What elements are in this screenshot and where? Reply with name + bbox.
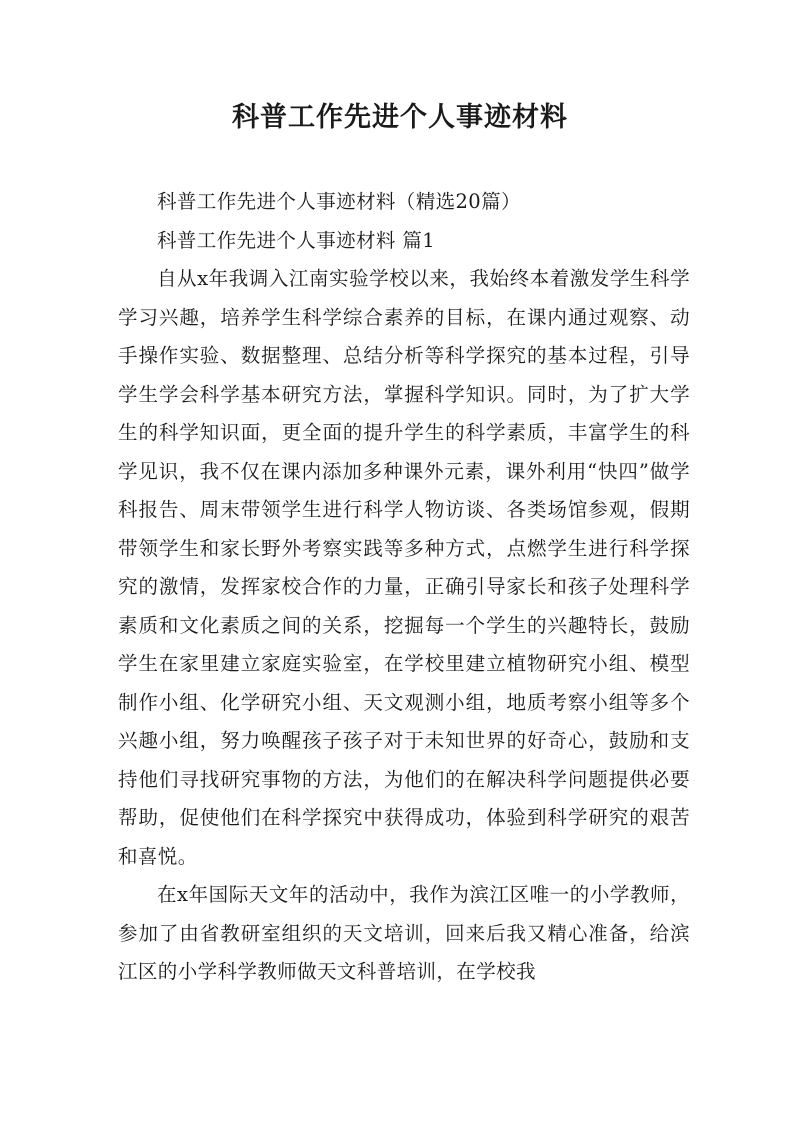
body-paragraph: 在x年国际天文年的活动中，我作为滨江区唯一的小学教师，参加了由省教研室组织的天文培训，回来后我又精心准备，给滨江区的小学科学教师做天文科普培训，在学校我	[118, 883, 690, 983]
document-body	[118, 183, 690, 992]
section-heading: 科普工作先进个人事迹材料 篇1	[157, 228, 436, 252]
document-title: 科普工作先进个人事迹材料	[232, 102, 568, 133]
document-subtitle: 科普工作先进个人事迹材料（精选20篇）	[157, 190, 521, 213]
body-paragraph: 自从x年我调入江南实验学校以来，我始终本着激发学生科学学习兴趣，培养学生科学综合素养的目标，在课内通过观察、动手操作实验、数据整理、总结分析等科学探究的基本过程，引导学生学会科学基本研究方法，掌握科学知识。同时，为了扩大学生的科学知识面，更全面的提升学生的科学素质，丰富学生的科学见识，我不仅在课内添加多种课外元素，课外利用“快四”做学科报告、周末带领学生进行科学人物访谈、各类场馆参观，假期带领学生和家长野外考察实践等多种方式，点燃学生进行科学探究的激情，发挥家校合作的力量，正确引导家长和孩子处理科学素质和文化素质之间的关系，挖掘每一个学生的兴趣特长，鼓励学生在家里建立家庭实验室，在学校里建立植物研究小组、模型制作小组、化学研究小组、天文观测小组，地质考察小组等多个兴趣小组，努力唤醒孩子孩子对于未知世界的好奇心，鼓励和支持他们寻找研究事物的方法，为他们的在解决科学问题提供必要帮助，促使他们在科学探究中获得成功，体验到科学研究的艰苦和喜悦。	[118, 267, 690, 868]
